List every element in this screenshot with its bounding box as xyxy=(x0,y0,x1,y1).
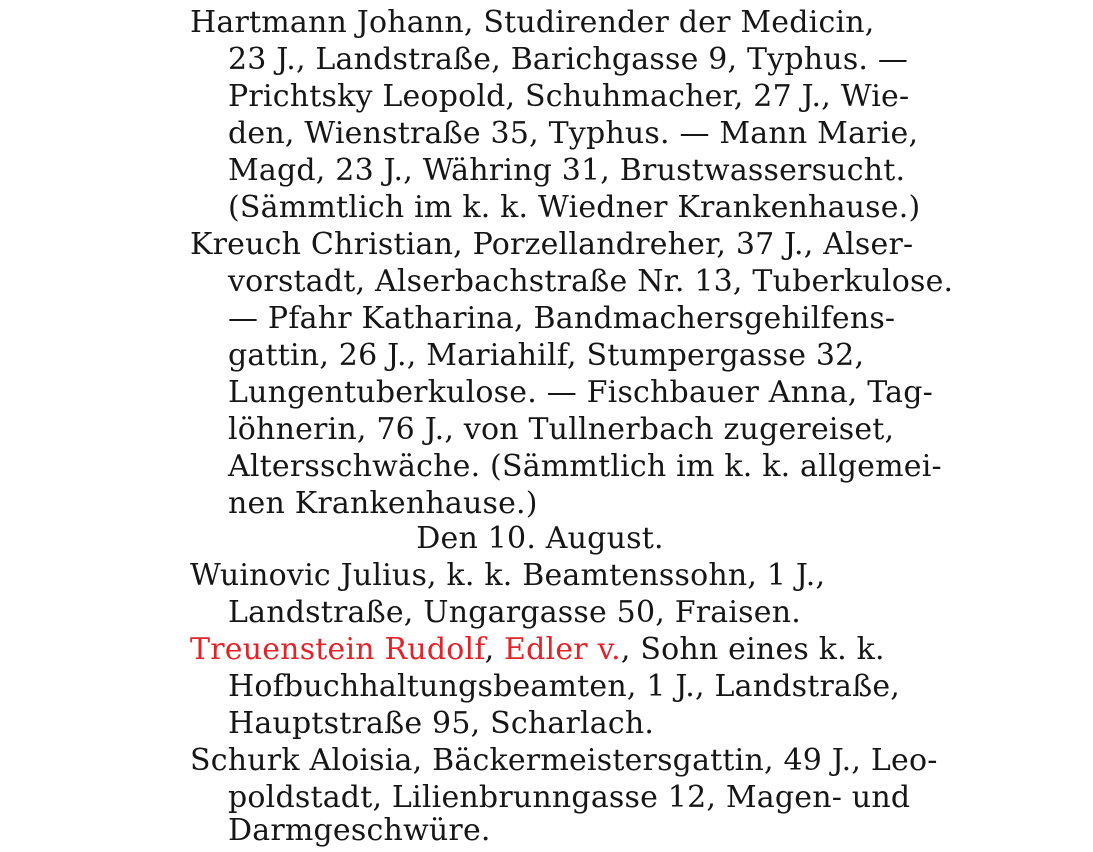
text-line-10: gattin, 26 J., Mariahilf, Stumpergasse 32, xyxy=(228,338,865,373)
text-line-17: Landstraße, Ungargasse 50, Fraisen. xyxy=(228,595,801,630)
highlighted-title: Edler v. xyxy=(504,632,621,667)
text-line-16: Wuinovic Julius, k. k. Beamtenssohn, 1 J., xyxy=(190,558,826,593)
text-line-5: Magd, 23 J., Währing 31, Brustwassersucht. xyxy=(228,153,906,188)
text-line-2: 23 J., Landstraße, Barichgasse 9, Typhus. — xyxy=(228,42,909,77)
text-line-3: Prichtsky Leopold, Schuhmacher, 27 J., Wie- xyxy=(228,79,910,114)
text-line-7: Kreuch Christian, Porzellandreher, 37 J., Alser- xyxy=(190,227,914,262)
text-line-21: Schurk Aloisia, Bäckermeistersgattin, 49 J., Leo- xyxy=(190,743,938,778)
text-line-8: vorstadt, Alserbachstraße Nr. 13, Tuberkulose. xyxy=(228,264,954,299)
highlighted-entry-line xyxy=(190,633,885,667)
entry-continuation: , Sohn eines k. k. xyxy=(620,632,885,667)
section-date-heading: Den 10. August. xyxy=(416,521,664,556)
text-line-13: Altersschwäche. (Sämmtlich im k. k. allgemei- xyxy=(228,449,942,484)
text-line-12: löhnerin, 76 J., von Tullnerbach zugereiset, xyxy=(228,412,895,447)
text-line-9: — Pfahr Katharina, Bandmachersgehilfens- xyxy=(228,301,896,336)
text-line-4: den, Wienstraße 35, Typhus. — Mann Marie, xyxy=(228,116,919,151)
text-line-14: nen Krankenhause.) xyxy=(228,486,538,521)
text-line-11: Lungentuberkulose. — Fischbauer Anna, Tag- xyxy=(228,375,933,410)
text-line-20: Hauptstraße 95, Scharlach. xyxy=(228,706,655,741)
text-line-23: Darmgeschwüre. xyxy=(228,813,491,848)
highlighted-name: Treuenstein Rudolf xyxy=(190,632,485,667)
text-line-1: Hartmann Johann, Studirender der Medicin, xyxy=(190,5,875,40)
text-line-19: Hofbuchhaltungsbeamten, 1 J., Landstraße, xyxy=(228,669,901,704)
text-line-22: poldstadt, Lilienbrunngasse 12, Magen- und xyxy=(228,780,911,815)
separator-text: , xyxy=(484,632,505,667)
text-line-6: (Sämmtlich im k. k. Wiedner Krankenhause.) xyxy=(228,190,921,225)
